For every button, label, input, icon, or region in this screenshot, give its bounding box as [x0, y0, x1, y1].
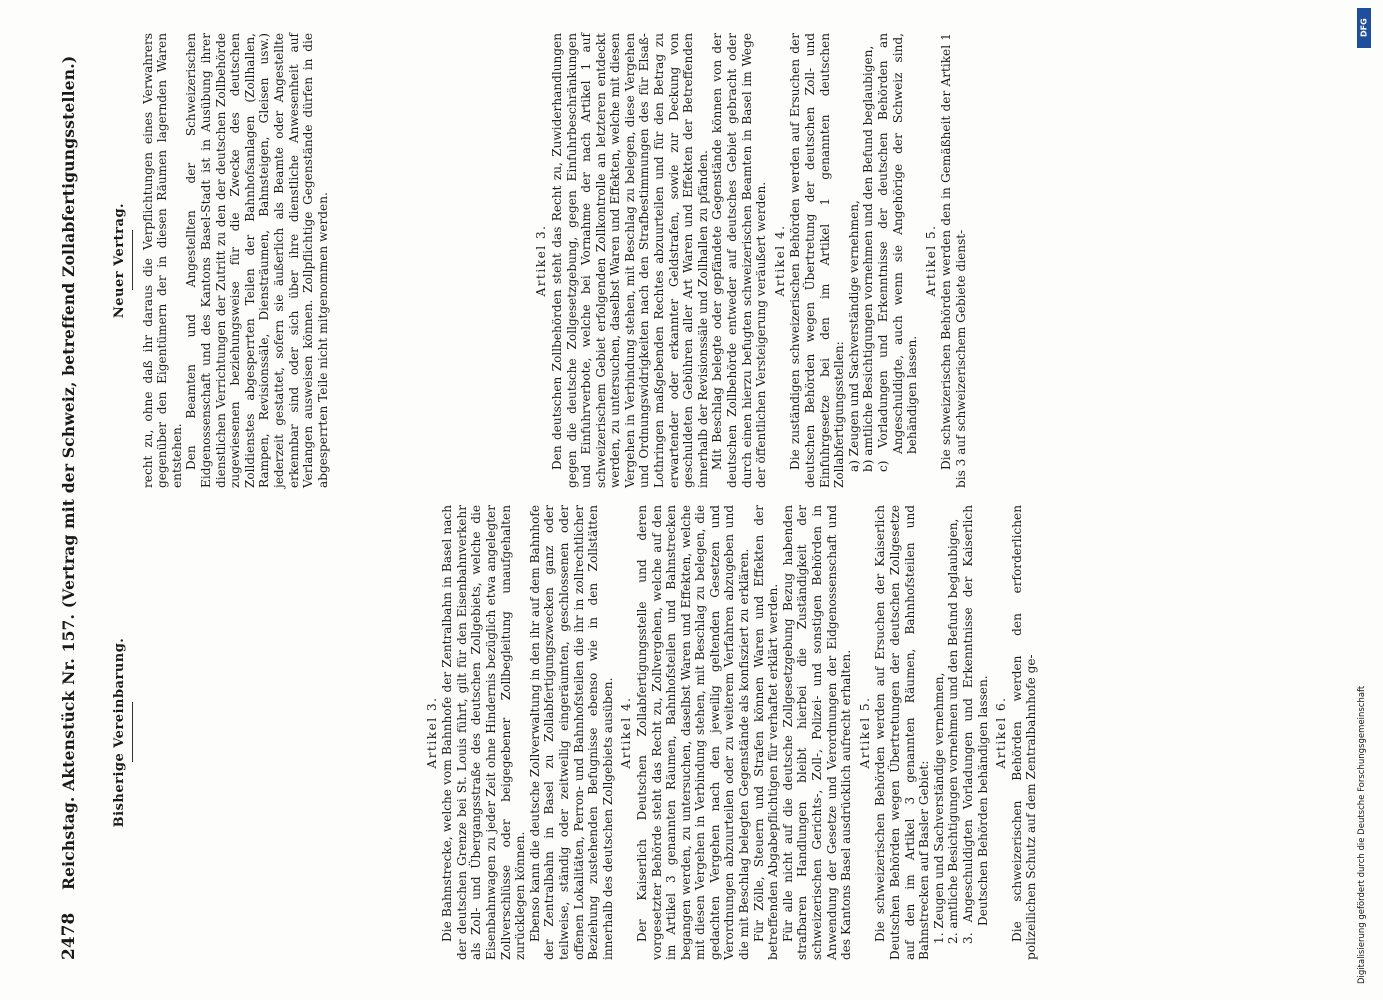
paragraph: Für Zölle, Steuern und Strafen können Waren und Effekten der betreffenden Abgabepflichtigen für verhaftet erklärt werden.	[751, 505, 781, 960]
list-item: c) Vorladungen und Erkenntnisse der deutschen Behörden an Angeschuldigte, auch wenn sie Angehörige der Schweiz sind, behändigen lassen.	[875, 33, 920, 472]
list-item: 2. amtliche Besichtigungen vornehmen und den Befund beglaubigen,	[946, 518, 961, 944]
paragraph: Für alle nicht auf die deutsche Zollgesetzgebung Bezug habenden strafbaren Handlungen bleibt hierbei die Zuständigkeit der schweizerischen Gerichts-, Zoll-, Polizei- und sonstigen Behörden in Anwendung der Gesetze und Verordnungen der Eidgenossenschaft und des Kantons Basel ausdrücklich aufrecht erhalten.	[780, 505, 854, 960]
list-item: b) amtliche Besichtigungen vornehmen und den Befund beglaubigen,	[861, 45, 876, 472]
numbered-list	[932, 505, 990, 960]
left-column	[107, 505, 1039, 960]
article-title: Artikel 3.	[424, 696, 439, 769]
digitization-credit: Digitalisierung gefördert durch die Deutsche Forschungsgemeinschaft	[1357, 685, 1367, 984]
paragraph: Die zuständigen schweizerischen Behörden werden auf Ersuchen der deutschen Behörden wegen Übertretung der deutschen Zoll- und Einfuhrgesetze bei den im Artikel 1 genannten deutschen Zollabfertigungsstellen:	[788, 33, 847, 488]
right-column-heading: Neuer Vertrag.	[112, 202, 127, 319]
paragraph: Die schweizerischen Behörden werden den in Gemäßheit der Artikel 1 bis 3 auf schweizerischem Gebiete dienst-	[939, 33, 968, 488]
article-title: Artikel 3.	[534, 224, 549, 297]
list-item: 1. Zeugen und Sachverständige vernehmen,	[931, 672, 946, 944]
article-title: Artikel 5.	[857, 696, 872, 769]
blank-space	[141, 505, 421, 960]
list-item: a) Zeugen und Sachverständige vernehmen,	[846, 200, 861, 472]
dfg-sidebar	[1357, 8, 1371, 998]
heading-rule	[132, 231, 133, 291]
article-title: Artikel 4.	[772, 224, 787, 297]
page-number: 2478	[59, 912, 79, 960]
article-title: Artikel 6.	[994, 696, 1009, 769]
dfg-logo: DFG	[1357, 8, 1371, 48]
lettered-list	[847, 33, 920, 488]
paragraph: Die Bahnstrecke, welche vom Bahnhofe der Zentralbahn in Basel nach der deutschen Grenze bei St. Louis führt, gilt für den Eisenbahnverkehr als Zoll- und Übergangsstraße des deutschen Zollgebiets, welche die Eisenbahnwagen zu jeder Zeit ohne Hindernis bezüglich etwa angelegter Zollverschlüsse oder beigegebener Zollbegleitung unaufgehalten zurücklegen können.	[440, 505, 528, 960]
left-column-heading: Bisherige Vereinbarung.	[112, 637, 127, 828]
blank-space	[330, 33, 530, 488]
page-title: Reichstag. Aktenstück Nr. 157. (Vertrag mit der Schweiz, betreffend Zollabfertigungsstellen.)	[59, 55, 78, 890]
heading-rule	[132, 703, 133, 763]
right-column	[107, 33, 969, 488]
rotated-page-content	[55, 30, 1355, 960]
paragraph: Den deutschen Zollbehörden steht das Recht zu, Zuwiderhandlungen gegen die deutsche Zollgesetzgebung, gegen Einfuhrbeschränkungen und Einfuhrverbote, welche bei Vornahme der nach Artikel 1 auf schweizerischem Gebiet erfolgenden Zollkontrolle an letzteren entdeckt werden, zu untersuchen, daselbst Waren und Effekten, welche mit diesen Vergehen in Verbindung stehen, mit Beschlag zu belegen, diese Vergehen und Ordnungswidrigkeiten nach den Strafbestimmungen des für Elsaß-Lothringen maßgebenden Rechtes abzuurteilen und für den Betrag zu erwartender oder erkannter Geldstrafen, sowie zur Deckung von geschuldeten Gebühren aller Art Waren und Effekten der Betreffenden innerhalb der Revisionssäle und Zollhallen zu pfänden.	[549, 33, 710, 488]
paragraph: Der Kaiserlich Deutschen Zollabfertigungsstelle und deren vorgesetzter Behörde steht das Recht zu, Zollvergehen, welche auf den im Artikel 3 genannten Räumen, Bahnhofsteilen und Bahnstrecken begangen werden, zu untersuchen, daselbst Waren und Effekten, welche mit diesen Vergehen in Verbindung stehen, mit Beschlag zu belegen, die gedachten Vergehen nach den jeweilig geltenden Gesetzen und Verordnungen abzuurteilen oder zu weiterem Verfahren abzugeben und die mit Beschlag belegten Gegenstände als konfisziert zu erklären.	[634, 505, 752, 960]
list-item: 3. Angeschuldigten Vorladungen und Erkenntnisse der Kaiserlich Deutschen Behörden behändigen lassen.	[960, 505, 990, 944]
paragraph: Die schweizerischen Behörden werden auf Ersuchen der Kaiserlich Deutschen Behörden wegen Übertretungen der deutschen Zollgesetze auf den im Artikel 3 genannten Räumen, Bahnhofsteilen und Bahnstrecken auf Basler Gebiet:	[873, 505, 932, 960]
article-title: Artikel 4.	[619, 696, 634, 769]
paragraph: Den Beamten und Angestellten der Schweizerischen Eidgenossenschaft und des Kantons Basel-Stadt ist in Ausübung ihrer dienstlichen Verrichtungen der Zutritt zu den der deutschen Zollbehörde zugewiesenen beziehungsweise für die Zwecke des deutschen Zolldienstes abgesperrten Teilen der Bahnhofsanlagen (Zollhallen, Rampen, Revisionssäle, Diensträumen, Bahnsteigen, Gleisen usw.) jederzeit gestattet, sofern sie äußerlich als Beamte oder Angestellte erkennbar sind oder sich über ihre dienstliche Anwesenheit auf Verlangen ausweisen können. Zollpflichtige Gegenstände dürfen in die abgesperrten Teile nicht mitgenommen werden.	[184, 33, 330, 488]
paragraph: Ebenso kann die deutsche Zollverwaltung in den ihr auf dem Bahnhofe der Zentralbahn in Basel zu Zollabfertigungszwecken ganz oder teilweise, ständig oder zeitweilig eingeräumten, geschlossenen oder offenen Lokalitäten, Perron- und Bahnhofsteilen die ihr in zollrechtlicher Beziehung zustehenden Befugnisse ebenso wie in den Zollstätten innerhalb des deutschen Zollgebiets ausüben.	[527, 505, 615, 960]
article-title: Artikel 5.	[923, 224, 938, 297]
paragraph: recht zu, ohne daß ihr daraus die Verpflichtungen eines Verwahrers gegenüber den Eigentümern der in diesen Räumen lagernden Waren entstehen.	[140, 33, 184, 488]
paragraph: Mit Beschlag belegte oder gepfändete Gegenstände können von der deutschen Zollbehörde entweder auf deutsches Gebiet gebracht oder durch einen hierzu befugten schweizerischen Beamten in Basel im Wege der öffentlichen Versteigerung veräußert werden.	[710, 33, 769, 488]
page-header	[55, 30, 89, 960]
paragraph: Die schweizerischen Behörden werden den erforderlichen polizeilichen Schutz auf dem Zentralbahnhofe ge-	[1009, 505, 1039, 960]
